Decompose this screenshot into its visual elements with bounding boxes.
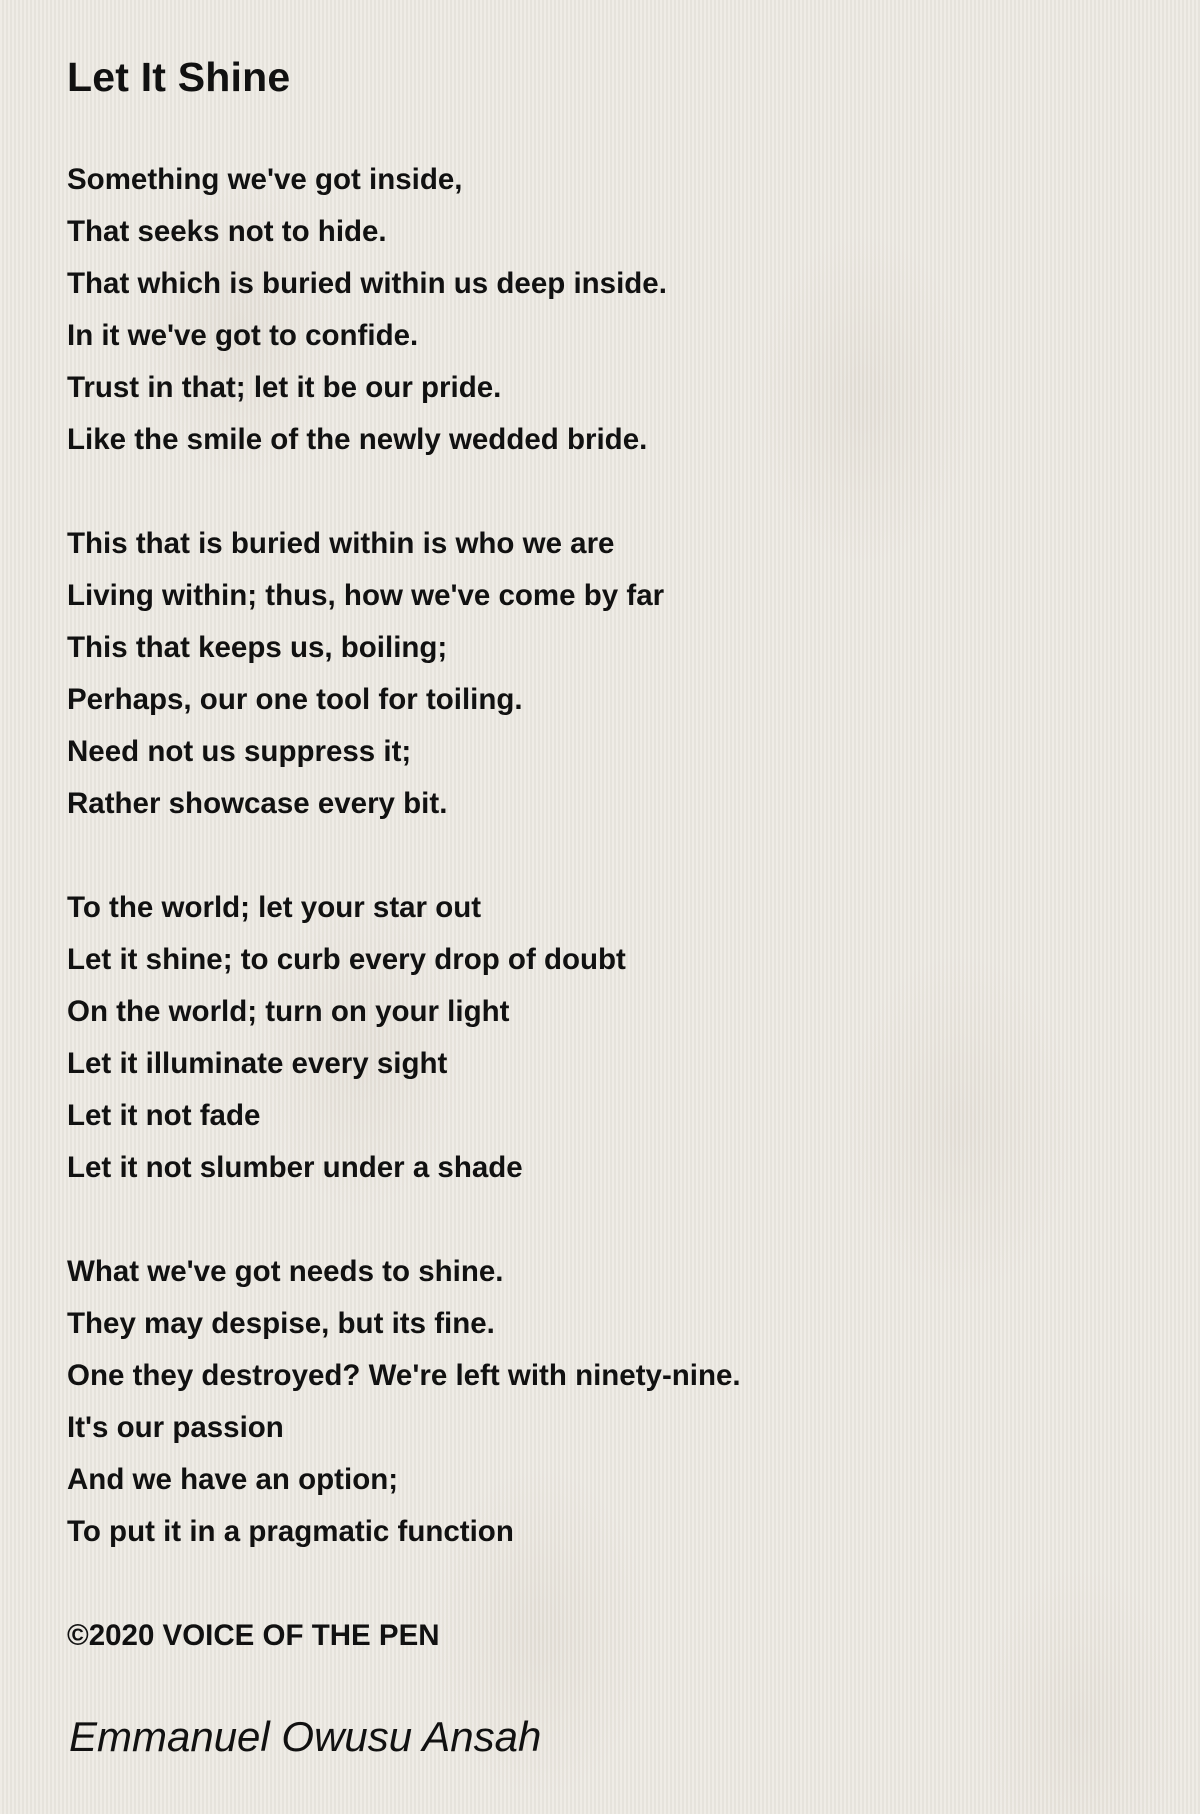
poem-line: Like the smile of the newly wedded bride.	[67, 423, 648, 456]
poem-line: Let it illuminate every sight	[67, 1047, 448, 1080]
poem-line: One they destroyed? We're left with ninety-nine.	[67, 1359, 741, 1392]
poem-line: Rather showcase every bit.	[67, 787, 448, 820]
poem-line: Let it not slumber under a shade	[67, 1151, 523, 1184]
poem-line: Let it shine; to curb every drop of doubt	[67, 943, 626, 976]
stanza-4	[67, 1246, 1147, 1558]
poem-line: And we have an option;	[67, 1463, 399, 1496]
poem-line: It's our passion	[67, 1411, 284, 1444]
poem-line: They may despise, but its fine.	[67, 1307, 495, 1340]
stanza-2	[67, 518, 1147, 830]
poem-line: What we've got needs to shine.	[67, 1255, 504, 1288]
poem-line: Perhaps, our one tool for toiling.	[67, 683, 523, 716]
poem-line: Need not us suppress it;	[67, 735, 412, 768]
poem-line: Living within; thus, how we've come by far	[67, 579, 665, 612]
poem-line: Something we've got inside,	[67, 163, 463, 196]
copyright-notice: ©2020 VOICE OF THE PEN	[67, 1619, 440, 1652]
poem-line: On the world; turn on your light	[67, 995, 510, 1028]
poem-line: To put it in a pragmatic function	[67, 1515, 514, 1548]
stanza-3	[67, 882, 1147, 1194]
stanza-1	[67, 154, 1147, 466]
poem-title: Let It Shine	[67, 54, 291, 100]
poem-line: Trust in that; let it be our pride.	[67, 371, 502, 404]
poem-line: This that keeps us, boiling;	[67, 631, 448, 664]
poem-line: That which is buried within us deep inside.	[67, 267, 667, 300]
poem-line: This that is buried within is who we are	[67, 527, 615, 560]
poem-line: To the world; let your star out	[67, 891, 482, 924]
poem-line: In it we've got to confide.	[67, 319, 419, 352]
poem-line: That seeks not to hide.	[67, 215, 387, 248]
author-name: Emmanuel Owusu Ansah	[69, 1713, 542, 1760]
poem-line: Let it not fade	[67, 1099, 261, 1132]
poem-page	[67, 44, 1147, 1662]
